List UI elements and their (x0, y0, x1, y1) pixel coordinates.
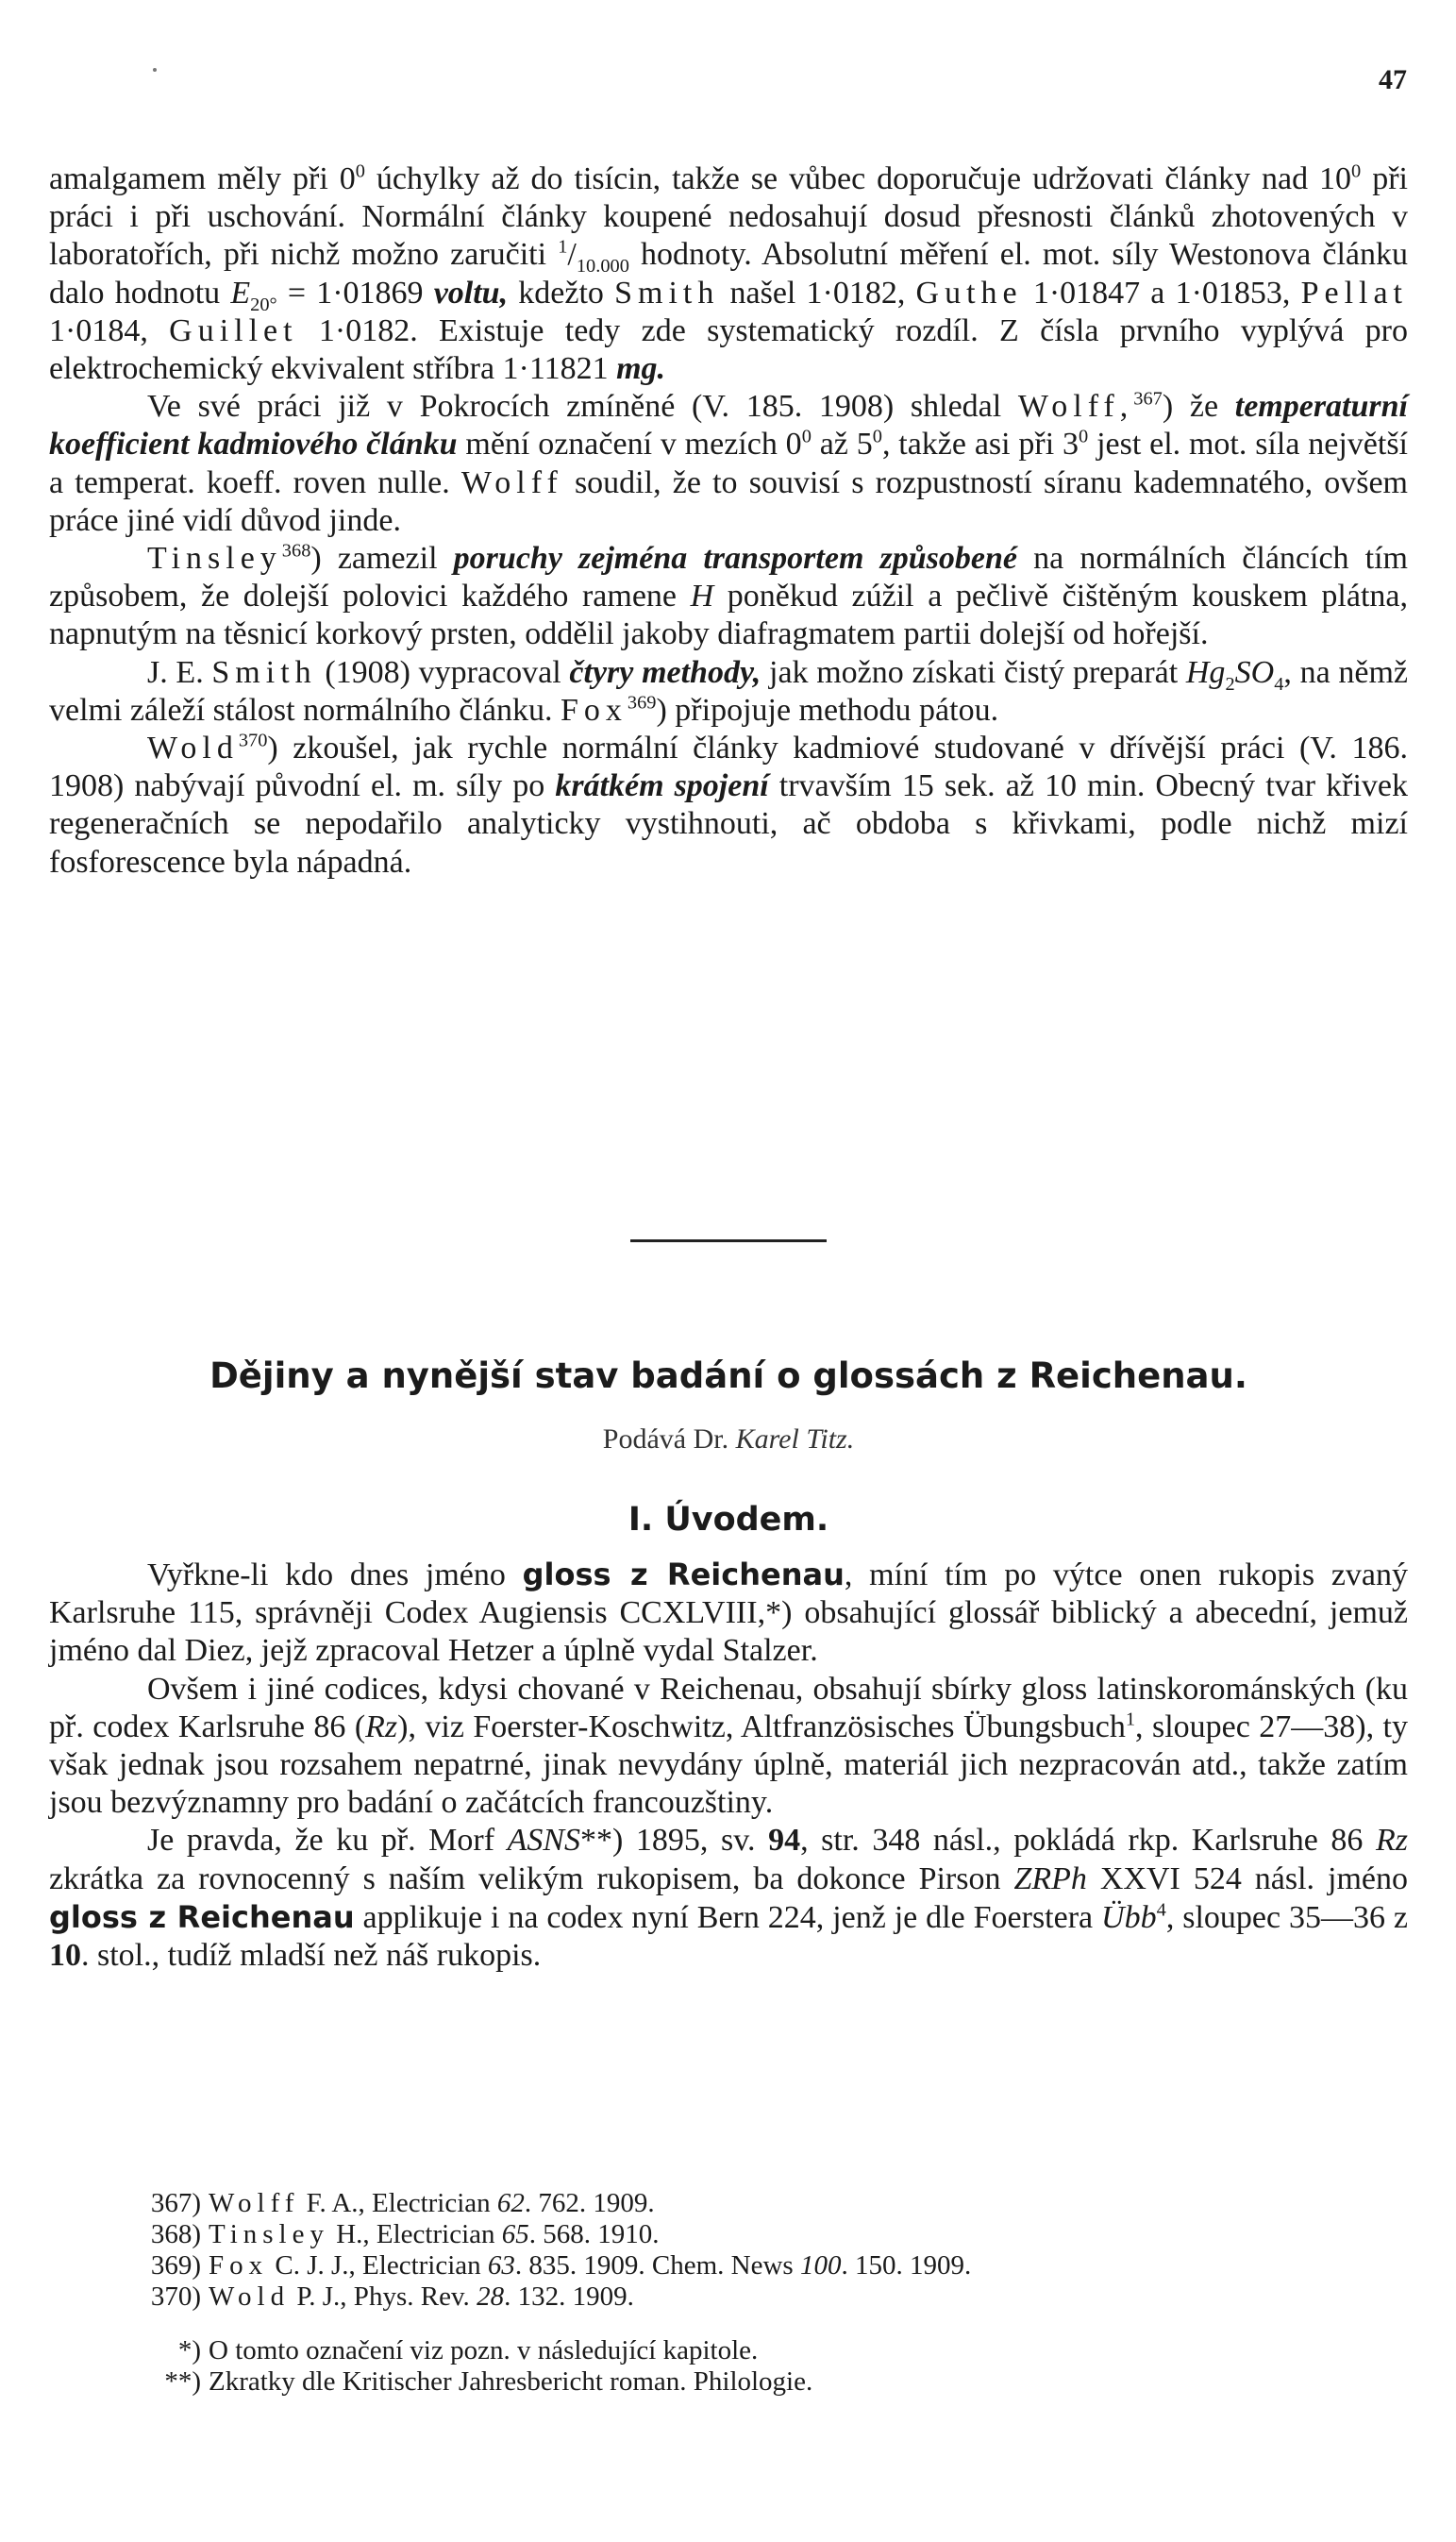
paragraph-5: Wold$^{370}$) zkoušel, jak rychle normální články kadmiové studované v dřívější práci (V. 186. 1908) nabývají původní el. m. síly po krátkém spojení trvavším 15 sek. až 10 min. Obecný tvar křivek regeneračních se nepodařilo analyticky vystihnouti, ač obdoba s křivkami, podle nichž mizí fosforescence byla nápadná. (49, 730, 1408, 880)
paragraph-3: Tinsley$^{368}$) zamezil poruchy zejména transportem způsobené na normálních článcích tím způsobem, že dolejší polovici každého ramene H poněkud zúžil a pečlivě čištěným kouskem plátna, napnutým na těsnicí korkový prsten, oddělil jakoby diafragmatem partii dolejší od hořejší. (49, 540, 1408, 652)
article-electrochem (49, 160, 1408, 882)
paragraph-s3: Je pravda, že ku př. Morf ASNS**) 1895, sv. 94, str. 348 násl., pokládá rkp. Karlsruhe 86 Rz zkrátka za rovnocenný s naším velikým rukopisem, ba dokonce Pirson ZRPh XXVI 524 násl. jméno gloss z Reichenau applikuje i na codex nyní Bern 224, jenž je dle Foerstera Übb$^4$, sloupec 35—36 z 10. stol., tudíž mladší než náš rukopis. (49, 1823, 1409, 1974)
paragraph-1: amalgamem měly při $0^0$ úchylky až do tisícin, takže se vůbec doporučuje udržovati články nad $10^0$ při práci i při uschování. Normální články koupené nedosahují dosud přesnosti článků zhotovených v laboratořích, při nichž možno zaručiti $^1/_{10.000}$ hodnoty. Absolutní měření el. mot. síly Westonova článku dalo hodnotu $E_{20^\circ} = 1\cdot 01869$ voltu, kdežto Smith našel 1·0182, Guthe 1·01847 a 1·01853, Pellat 1·0184, Guillet 1·0182. Existuje tedy zde systematický rozdíl. Z čísla prvního vyplývá pro elektrochemický ekvivalent stříbra 1·11821 mg. (49, 160, 1409, 387)
note-double-star: **) Zkratky dle Kritischer Jahresbericht roman. Philologie. (164, 2366, 813, 2397)
article-title: Dějiny a nynější stav badání o glossách z Reichenau. (209, 1355, 1247, 1396)
paragraph-s2: Ovšem i jiné codices, kdysi chované v Reichenau, obsahují sbírky gloss latinskorománských (ku př. codex Karlsruhe 86 (Rz), viz Foerster-Koschwitz, Altfranzösisches Übungsbuch$^1$, sloupec 27—38), ty však jednak jsou rozsahem nepatrné, jinak nevydány úplně, materiál jich nezpracován atd., takže zatím jsou bezvýznamny pro badání o začátcích francouzštiny. (49, 1671, 1408, 1821)
footnote-367: 367) Wolff F. A., Electrician 62. 762. 1909. (150, 2188, 655, 2218)
paragraph-s1: Vyřkne-li kdo dnes jméno gloss z Reichenau, míní tím po výtce onen rukopis zvaný Karlsruhe 115, správněji Codex Augiensis CCXLVIII,*) obsahující glossář biblický a abecední, jemuž jméno dal Diez, jejž zpracoval Hetzer a úplně vydal Stalzer. (49, 1557, 1409, 1669)
section-divider (630, 1239, 827, 1242)
speck (153, 68, 157, 72)
byline: Podává Dr. Karel Titz. (602, 1423, 855, 1455)
footnote-368: 368) Tinsley H., Electrician 65. 568. 1910. (150, 2219, 660, 2249)
paragraph-2: Ve své práci již v Pokrocích zmíněné (V. 185. 1908) shledal Wolff,$^{367}$) že temperaturní koefficient kadmiového článku mění označení v mezích $0^0$ až $5^0$, takže asi při $3^0$ jest el. mot. síla největší a temperat. koeff. roven nulle. Wolff soudil, že to souvisí s rozpustností síranu kademnatého, ovšem práce jiné vidí důvod jinde. (49, 388, 1409, 538)
article-glosses (49, 1556, 1408, 1975)
section-title: I. Úvodem. (628, 1501, 829, 1539)
paragraph-4: J. E. Smith (1908) vypracoval čtyry methody, jak možno získati čistý preparát $Hg_2SO_4$, na němž velmi záleží stálost normálního článku. Fox$^{369}$) připojuje methodu pátou. (49, 654, 1409, 728)
page-number: 47 (1379, 64, 1407, 95)
note-star: *) O tomto označení viz pozn. v následující kapitole. (177, 2335, 759, 2365)
notes (146, 2335, 1411, 2398)
footnotes (146, 2188, 1411, 2313)
footnote-369: 369) Fox C. J. J., Electrician 63. 835. 1909. Chem. News 100. 150. 1909. (150, 2250, 972, 2281)
footnote-370: 370) Wold P. J., Phys. Rev. 28. 132. 1909. (150, 2281, 634, 2312)
